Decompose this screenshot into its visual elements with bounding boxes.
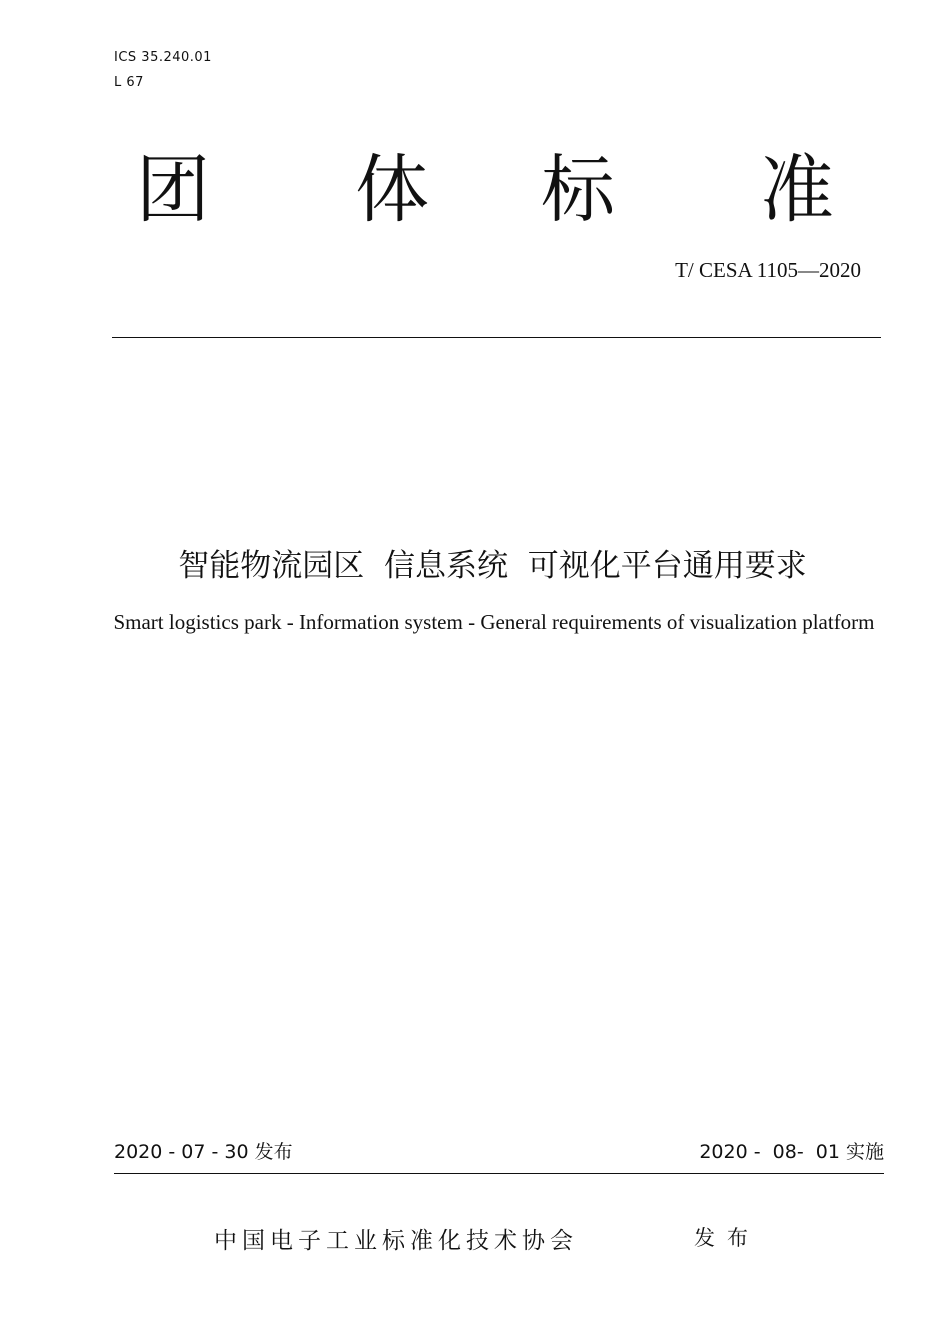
issue-date: 2020 - 07 - 30 发布 — [114, 1141, 293, 1163]
document-type-char: 团 — [136, 147, 210, 233]
document-type-char: 标 — [541, 147, 615, 233]
publish-label: 发布 — [694, 1226, 760, 1250]
document-type-title — [0, 145, 950, 235]
ccs-code: L 67 — [114, 75, 144, 90]
ics-code: ICS 35.240.01 — [114, 50, 212, 65]
document-type-char: 体 — [355, 147, 429, 233]
publisher-name: 中国电子工业标准化技术协会 — [214, 1228, 578, 1254]
bottom-divider — [114, 1173, 884, 1174]
top-divider — [112, 337, 881, 338]
standard-number: T/ CESA 1105—2020 — [675, 258, 861, 282]
document-type-char: 准 — [760, 147, 834, 233]
chinese-title: 智能物流园区 信息系统 可视化平台通用要求 — [178, 548, 807, 584]
english-title: Smart logistics park - Information system - General requirements of visualization platform — [113, 610, 875, 634]
implementation-date: 2020 - 08- 01 实施 — [699, 1141, 884, 1163]
